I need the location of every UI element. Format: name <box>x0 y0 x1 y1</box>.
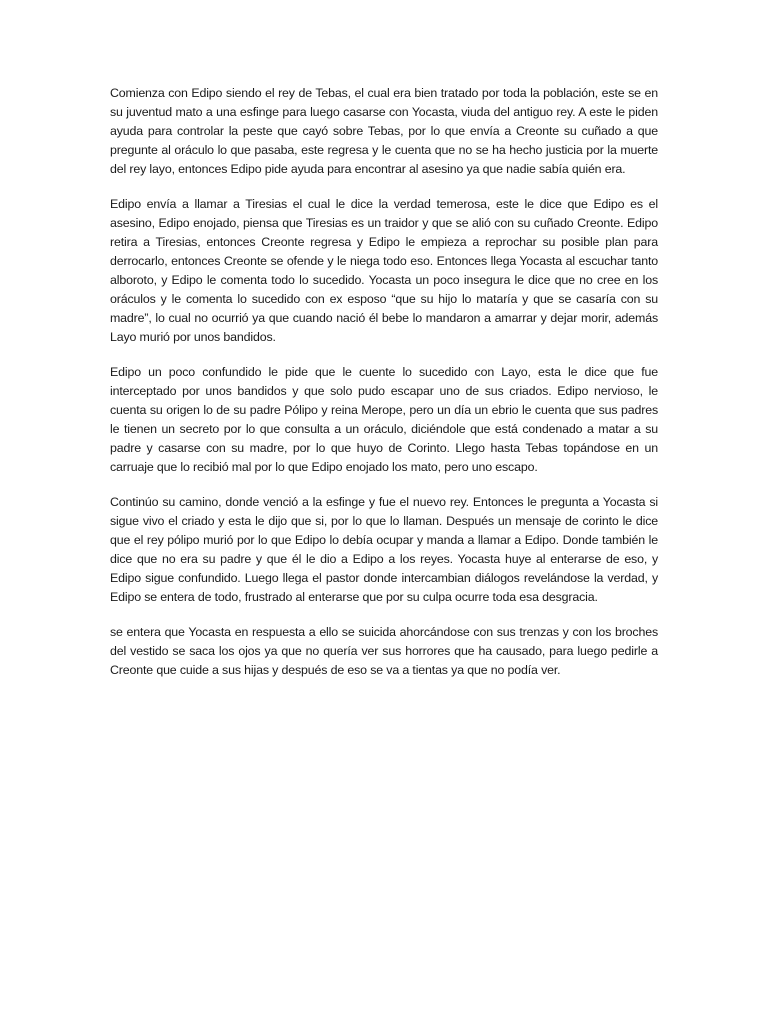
paragraph-1: Comienza con Edipo siendo el rey de Tebas, el cual era bien tratado por toda la población, este se en su juventud mato a una esfinge para luego casarse con Yocasta, viuda del antiguo rey. A este le piden ayuda para controlar la peste que cayó sobre Tebas, por lo que envía a Creonte su cuñado a que pregunte al oráculo lo que pasaba, este regresa y le cuenta que no se ha hecho justicia por la muerte del rey layo, entonces Edipo pide ayuda para encontrar al asesino ya que nadie sabía quién era. <box>110 86 658 176</box>
paragraph-2: Edipo envía a llamar a Tiresias el cual le dice la verdad temerosa, este le dice que Edipo es el asesino, Edipo enojado, piensa que Tiresias es un traidor y que se alió con su cuñado Creonte. Edipo retira a Tiresias, entonces Creonte regresa y Edipo le empieza a reprochar su posible plan para derrocarlo, entonces Creonte se ofende y le niega todo eso. Entonces llega Yocasta al escuchar tanto alboroto, y Edipo le comenta todo lo sucedido. Yocasta un poco insegura le dice que no cree en los oráculos y le comenta lo sucedido con ex esposo “que su hijo lo mataría y que se casaría con su madre”, lo cual no ocurrió ya que cuando nació él bebe lo mandaron a amarrar y dejar morir, además Layo murió por unos bandidos. <box>110 197 658 344</box>
paragraph-4: Continúo su camino, donde venció a la esfinge y fue el nuevo rey. Entonces le pregunta a Yocasta si sigue vivo el criado y esta le dijo que si, por lo que lo llaman. Después un mensaje de corinto le dice que el rey pólipo murió por lo que Edipo lo debía ocupar y manda a llamar a Edipo. Donde también le dice que no era su padre y que él le dio a Edipo a los reyes. Yocasta huye al enterarse de eso, y Edipo sigue confundido. Luego llega el pastor donde intercambian diálogos revelándose la verdad, y Edipo se entera de todo, frustrado al enterarse que por su culpa ocurre toda esa desgracia. <box>110 495 658 604</box>
paragraph-5: se entera que Yocasta en respuesta a ello se suicida ahorcándose con sus trenzas y con los broches del vestido se saca los ojos ya que no quería ver sus horrores que ha causado, para luego pedirle a Creonte que cuide a sus hijas y después de eso se va a tientas ya que no podía ver. <box>110 625 658 677</box>
paragraph-3: Edipo un poco confundido le pide que le cuente lo sucedido con Layo, esta le dice que fue interceptado por unos bandidos y que solo pudo escapar uno de sus criados. Edipo nervioso, le cuenta su origen lo de su padre Pólipo y reina Merope, pero un día un ebrio le cuenta que sus padres le tienen un secreto por lo que consulta a un oráculo, diciéndole que está condenado a matar a su padre y casarse con su madre, por lo que huyo de Corinto. Llego hasta Tebas topándose en un carruaje que lo recibió mal por lo que Edipo enojado los mato, pero uno escapo. <box>110 365 658 474</box>
document-page <box>110 84 658 696</box>
